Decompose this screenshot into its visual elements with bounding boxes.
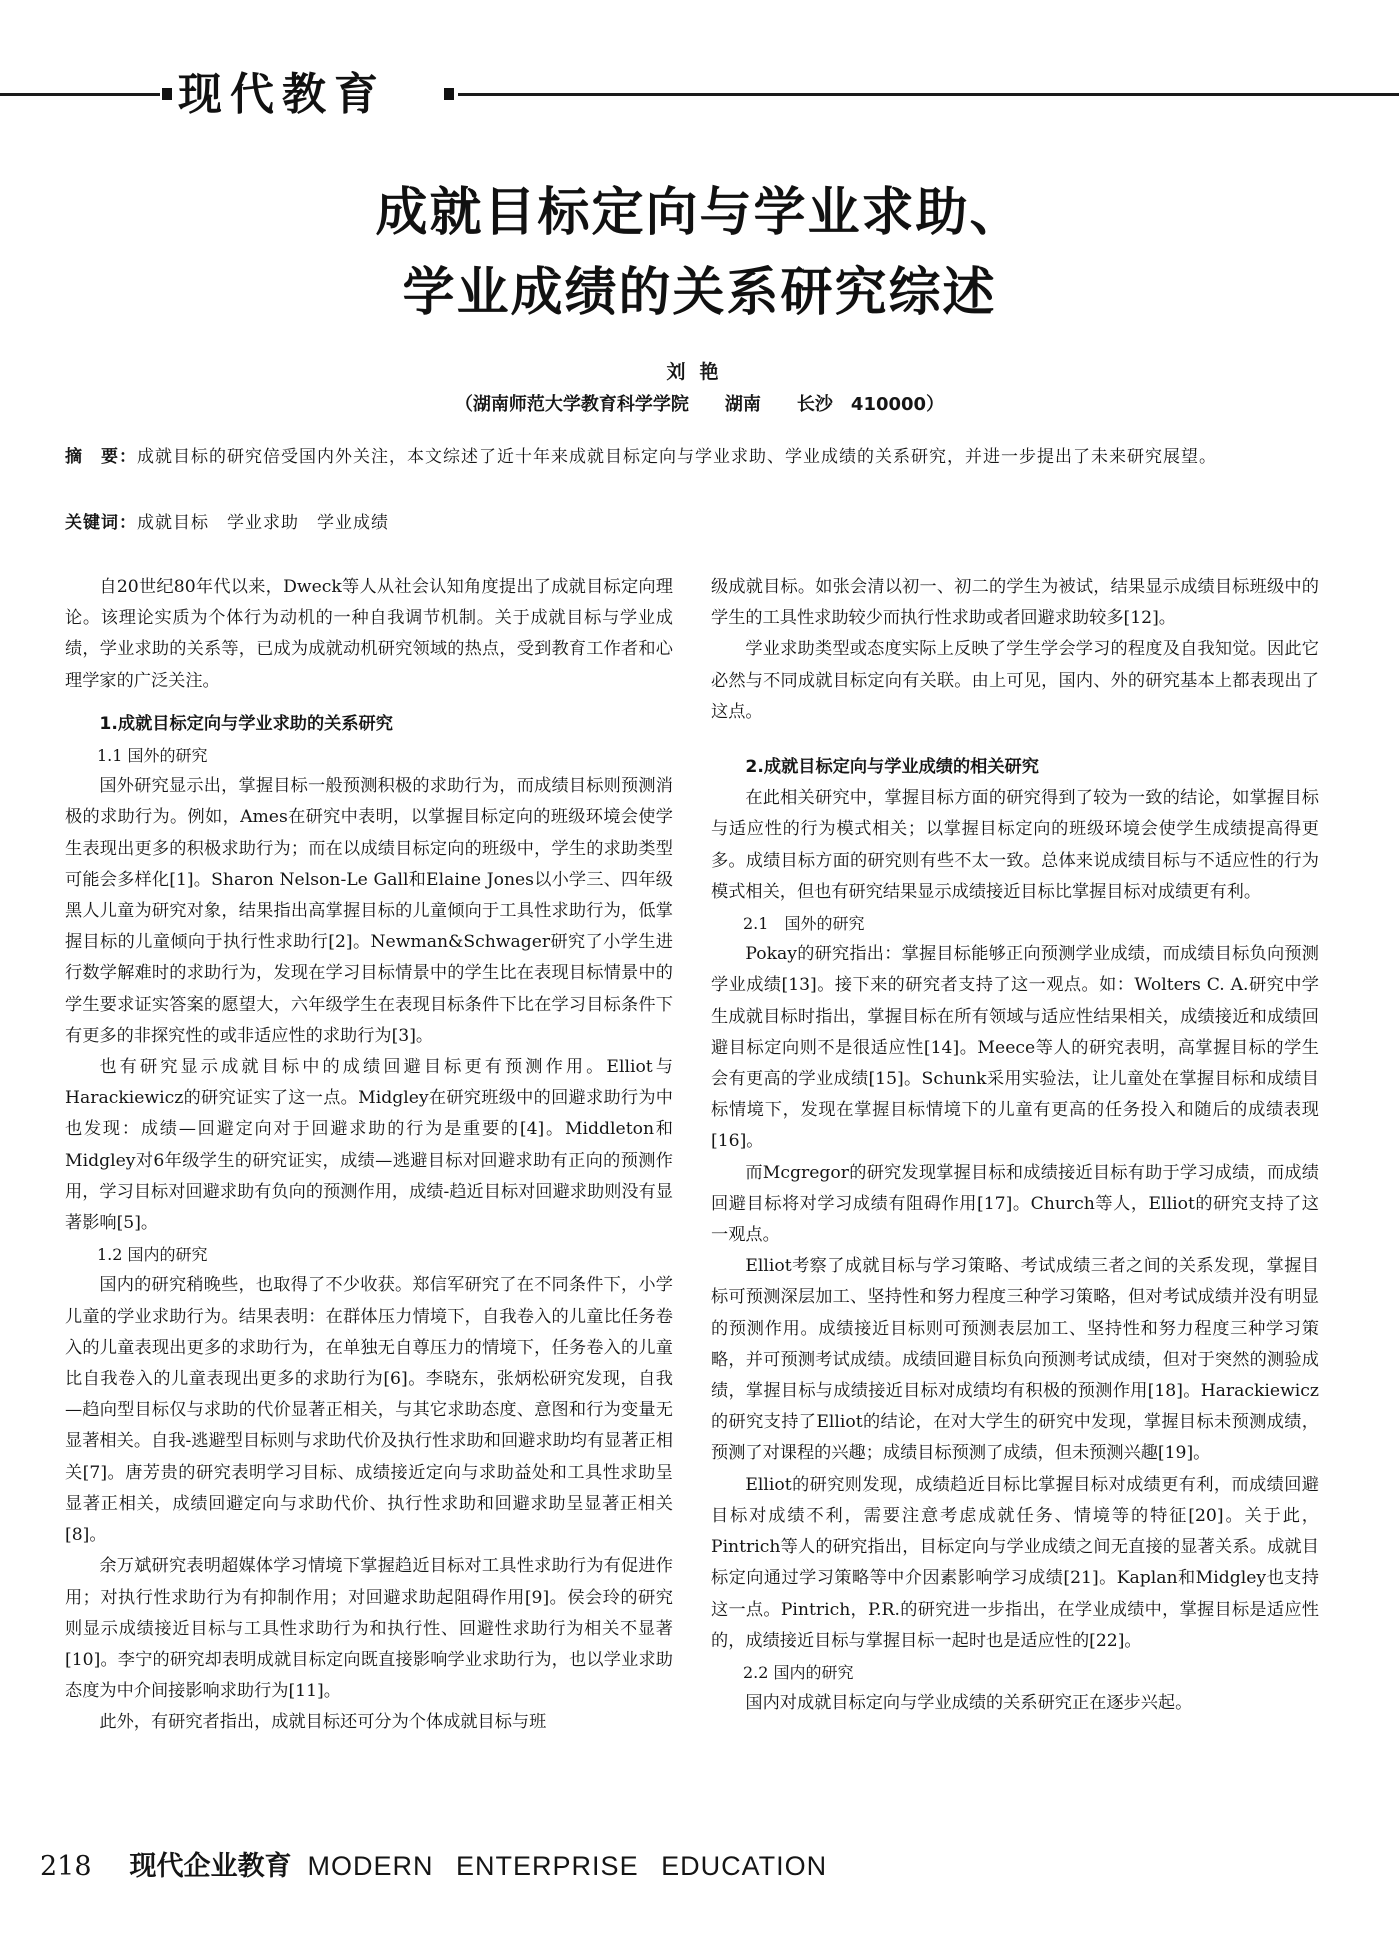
paragraph: Pokay的研究指出：掌握目标能够正向预测学业成绩，而成绩目标负向预测学业成绩[13]。接下来的研究者支持了这一观点。如：Wolters C. A.研究中学生成就目标时指出，掌握目标在所有领域与适应性结果相关，成绩接近和成绩回避目标定向则不是很适应性[14]。Meece等人的研究表明，高掌握目标的学生会有更高的学业成绩[15]。Schunk采用实验法，让儿童处在掌握目标和成绩目标情境下，发现在掌握目标情境下的儿童有更高的任务投入和随后的成绩表现[16]。 bbox=[711, 944, 1319, 1152]
keywords-label: 关键词： bbox=[65, 513, 137, 533]
abstract bbox=[65, 442, 1335, 473]
journal-name-en: MODERN ENTERPRISE EDUCATION bbox=[307, 1851, 828, 1881]
keywords bbox=[65, 508, 1335, 538]
journal-section-title: 现代教育 bbox=[178, 69, 386, 120]
page-number: 218 bbox=[40, 1851, 92, 1882]
subsection-heading-2-2: 2.2 国内的研究 bbox=[743, 1662, 854, 1682]
intro-paragraph: 自20世纪80年代以来，Dweck等人从社会认知角度提出了成就目标定向理论。该理论实质为个体行为动机的一种自我调节机制。关于成就目标与学业成绩，学业求助的关系等，已成为成就动机研究领域的热点，受到教育工作者和心理学家的广泛关注。 bbox=[65, 577, 673, 691]
abstract-text: 成就目标的研究倍受国内外关注，本文综述了近十年来成就目标定向与学业求助、学业成绩的关系研究，并进一步提出了未来研究展望。 bbox=[137, 447, 1217, 467]
subsection-heading-2-1: 2.1 国外的研究 bbox=[743, 914, 865, 934]
journal-name-cn: 现代企业教育 bbox=[129, 1851, 292, 1882]
abstract-label: 摘 要： bbox=[65, 447, 137, 467]
paragraph: 国内的研究稍晚些，也取得了不少收获。郑信军研究了在不同条件下，小学儿童的学业求助行为。结果表明：在群体压力情境下，自我卷入的儿童比任务卷入的儿童表现出更多的求助行为，在单独无自尊压力的情境下，任务卷入的儿童比自我卷入的儿童表现出更多的求助行为[6]。李晓东，张炳松研究发现，自我—趋向型目标仅与求助的代价显著正相关，与其它求助态度、意图和行为变量无显著相关。自我-逃避型目标则与求助代价及执行性求助和回避求助均有显著正相关[7]。唐芳贵的研究表明学习目标、成绩接近定向与求助益处和工具性求助呈显著正相关，成绩回避定向与求助代价、执行性求助和回避求助呈显著正相关[8]。 bbox=[65, 1275, 673, 1546]
paragraph: 国外研究显示出，掌握目标一般预测积极的求助行为，而成绩目标则预测消极的求助行为。例如，Ames在研究中表明，以掌握目标定向的班级环境会使学生表现出更多的积极求助行为；而在以成绩目标定向的班级中，学生的求助类型可能会多样化[1]。Sharon Nelson-Le Gall和Elaine Jones以小学三、四年级黑人儿童为研究对象，结果指出高掌握目标的儿童倾向于工具性求助行为，低掌握目标的儿童倾向于执行性求助行[2]。Newman&Schwager研究了小学生进行数学解难时的求助行为，发现在学习目标情景中的学生比在表现目标情景中的学生要求证实答案的愿望大，六年级学生在表现目标条件下比在学习目标条件下有更多的非探究性的或非适应性的求助行为[3]。 bbox=[65, 776, 673, 1046]
right-column bbox=[711, 572, 1319, 1719]
paragraph-continued: 级成就目标。如张会清以初一、初二的学生为被试，结果显示成绩目标班级中的学生的工具性求助较少而执行性求助或者回避求助较多[12]。 bbox=[711, 577, 1319, 629]
header-rule-left bbox=[0, 93, 160, 96]
paper-title-line1: 成就目标定向与学业求助、 bbox=[375, 183, 1024, 243]
paragraph: 学业求助类型或态度实际上反映了学生学会学习的程度及自我知觉。因此它必然与不同成就目标定向有关联。由上可见，国内、外的研究基本上都表现出了这点。 bbox=[711, 639, 1319, 722]
paragraph: 在此相关研究中，掌握目标方面的研究得到了较为一致的结论，如掌握目标与适应性的行为模式相关；以掌握目标定向的班级环境会使学生成绩提高得更多。成绩目标方面的研究则有些不太一致。总体来说成绩目标与不适应性的行为模式相关，但也有研究结果显示成绩接近目标比掌握目标对成绩更有利。 bbox=[711, 788, 1319, 902]
paragraph: Elliot的研究则发现，成绩趋近目标比掌握目标对成绩更有利，而成绩回避目标对成绩不利，需要注意考虑成就任务、情境等的特征[20]。关于此，Pintrich等人的研究指出，目标定向与学业成绩之间无直接的显著关系。成就目标定向通过学习策略等中介因素影响学习成绩[21]。Kaplan和Midgley也支持这一点。Pintrich，P.R.的研究进一步指出，在学业成绩中，掌握目标是适应性的，成绩接近目标与掌握目标一起时也是适应性的[22]。 bbox=[711, 1474, 1319, 1651]
paragraph: 国内对成就目标定向与学业成绩的关系研究正在逐步兴起。 bbox=[745, 1693, 1193, 1714]
paper-title-line2: 学业成绩的关系研究综述 bbox=[402, 263, 997, 323]
paragraph: 也有研究显示成就目标中的成绩回避目标更有预测作用。Elliot与Harackiewicz的研究证实了这一点。Midgley在研究班级中的回避求助行为中也发现：成绩—回避定向对于回避求助的行为是重要的[4]。Middleton和Midgley对6年级学生的研究证实，成绩—逃避目标对回避求助有正向的预测作用，学习目标对回避求助有负向的预测作用，成绩-趋近目标对回避求助则没有显著影响[5]。 bbox=[65, 1057, 673, 1234]
header-square-right bbox=[444, 88, 454, 100]
header-square-left bbox=[162, 88, 172, 100]
section-heading-2: 2.成就目标定向与学业成绩的相关研究 bbox=[745, 757, 1039, 778]
section-heading-1: 1.成就目标定向与学业求助的关系研究 bbox=[99, 713, 393, 734]
header-rule-right bbox=[458, 93, 1399, 96]
author: 刘艳 bbox=[666, 361, 733, 383]
subsection-heading-1-2: 1.2 国内的研究 bbox=[97, 1245, 208, 1265]
paragraph: Elliot考察了成就目标与学习策略、考试成绩三者之间的关系发现，掌握目标可预测深层加工、坚持性和努力程度三种学习策略，但对考试成绩并没有明显的预测作用。成绩接近目标则可预测表层加工、坚持性和努力程度三种学习策略，并可预测考试成绩。成绩回避目标负向预测考试成绩，但对于突然的测验成绩，掌握目标与成绩接近目标对成绩均有积极的预测作用[18]。Harackiewicz的研究支持了Elliot的结论，在对大学生的研究中发现，掌握目标未预测成绩，预测了对课程的兴趣；成绩目标预测了成绩，但未预测兴趣[19]。 bbox=[711, 1256, 1319, 1464]
paragraph: 此外，有研究者指出，成就目标还可分为个体成就目标与班 bbox=[99, 1712, 547, 1733]
page-footer bbox=[40, 1848, 827, 1885]
left-column bbox=[65, 572, 673, 1739]
paragraph: 余万斌研究表明超媒体学习情境下掌握趋近目标对工具性求助行为有促进作用；对执行性求助行为有抑制作用；对回避求助起阻碍作用[9]。侯会玲的研究则显示成绩接近目标与工具性求助行为和执行性、回避性求助行为相关不显著[10]。李宁的研究却表明成就目标定向既直接影响学业求助行为，也以学业求助态度为中介间接影响求助行为[11]。 bbox=[65, 1556, 673, 1702]
subsection-heading-1-1: 1.1 国外的研究 bbox=[97, 746, 208, 766]
paragraph: 而Mcgregor的研究发现掌握目标和成绩接近目标有助于学习成绩，而成绩回避目标将对学习成绩有阻碍作用[17]。Church等人，Elliot的研究支持了这一观点。 bbox=[711, 1162, 1319, 1246]
keywords-text: 成就目标 学业求助 学业成绩 bbox=[137, 513, 389, 533]
affiliation: （湖南师范大学教育科学学院 湖南 长沙 410000） bbox=[454, 394, 945, 415]
